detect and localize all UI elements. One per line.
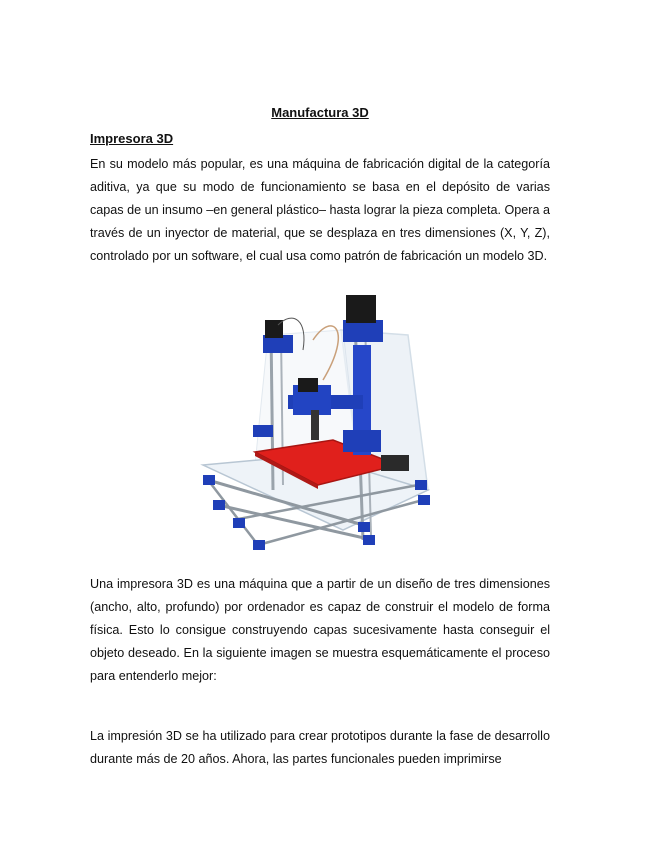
paragraph-intro: En su modelo más popular, es una máquina de fabricación digital de la categoría aditiva, ya que su modo de funcionamiento se basa en el depósito de varias capas de un insumo –en general plástico– hasta lograr la pieza completa. Opera a través de un inyector de material, que se desplaza en tres dimensiones (X, Y, Z), controlado por un software, el cual usa como patrón de fabricación un modelo 3D. [90, 157, 550, 263]
paragraph-history: La impresión 3D se ha utilizado para crear prototipos durante la fase de desarrollo durante más de 20 años. Ahora, las partes funcionales pueden imprimirse [90, 729, 550, 766]
paragraph-definition: Una impresora 3D es una máquina que a partir de un diseño de tres dimensiones (ancho, alto, profundo) por ordenador es capaz de construir el modelo de forma física. Esto lo consigue construyendo capas sucesivamente hasta conseguir el objeto deseado. En la siguiente imagen se muestra esquemáticamente el proceso para entenderlo mejor: [90, 577, 550, 683]
document-title: Manufactura 3D [271, 105, 369, 120]
3d-printer-illustration [193, 290, 443, 562]
section-heading: Impresora 3D [90, 131, 174, 146]
3d-printer-image [193, 290, 443, 562]
